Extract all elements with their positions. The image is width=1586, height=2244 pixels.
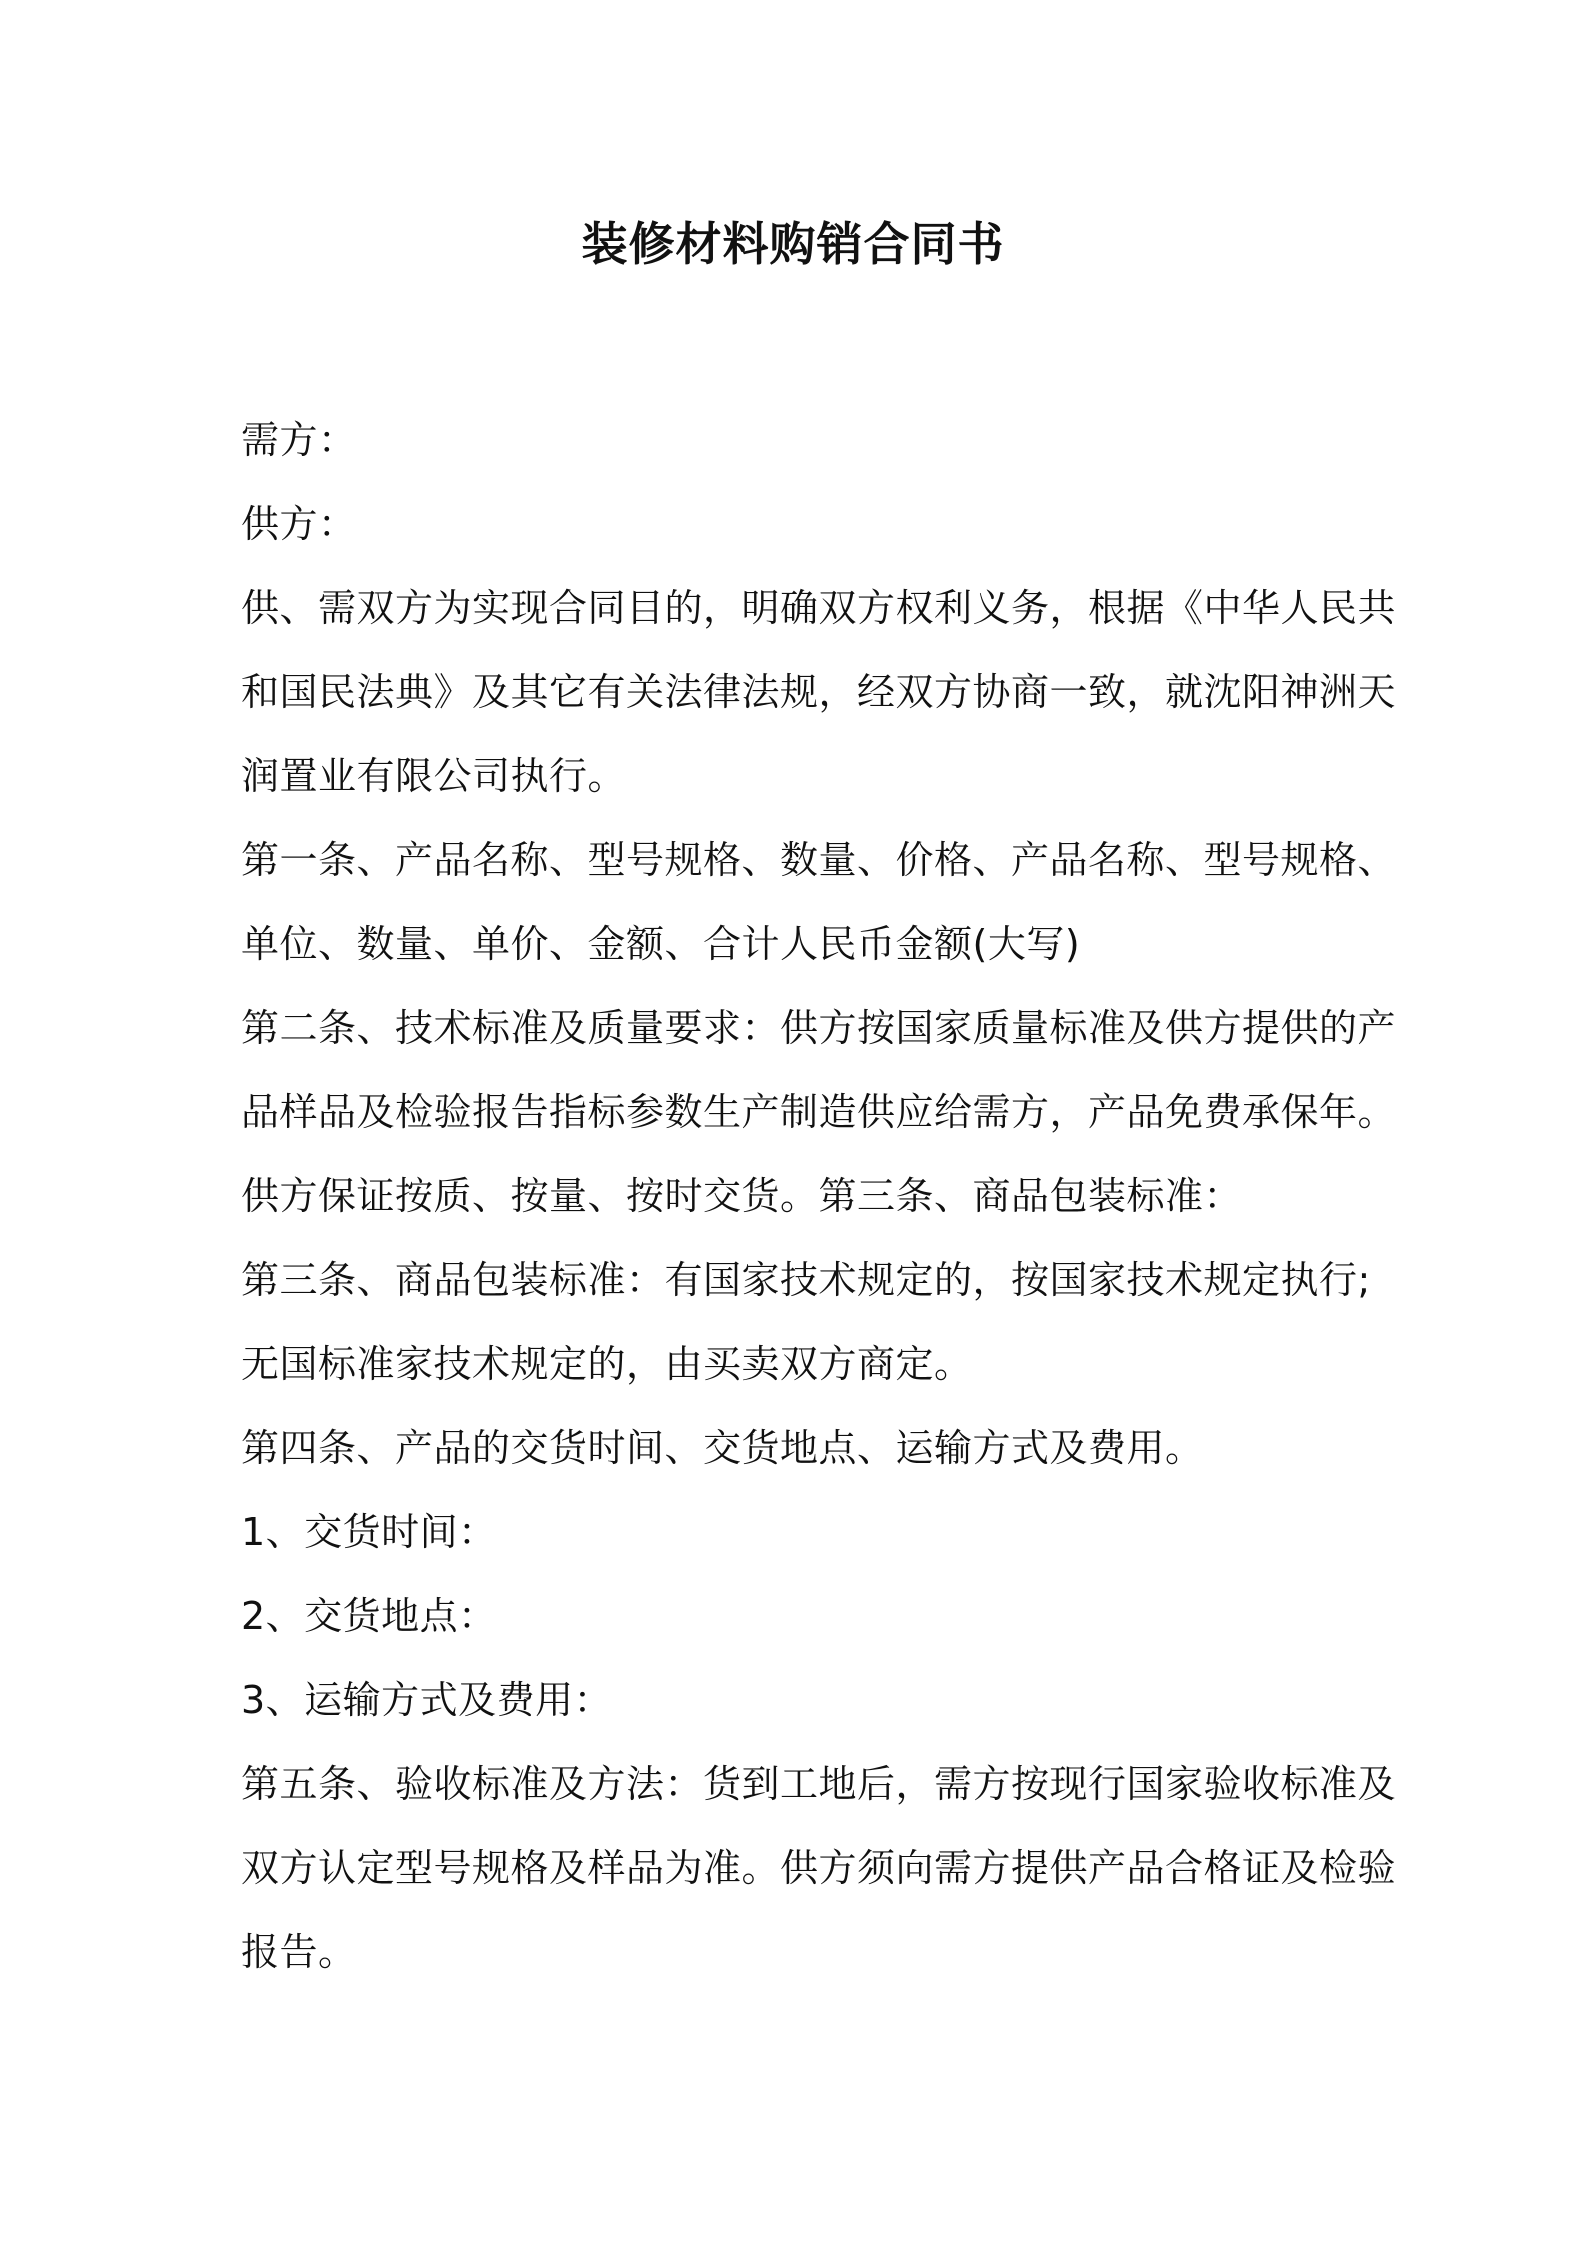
article-4-line: 第四条、产品的交货时间、交货地点、运输方式及费用。 <box>241 1426 1204 1470</box>
article-3-line: 无国标准家技术规定的，由买卖双方商定。 <box>241 1342 973 1386</box>
preamble-line: 润置业有限公司执行。 <box>241 754 627 798</box>
article-2-line: 供方保证按质、按量、按时交货。第三条、商品包装标准： <box>241 1174 1243 1218</box>
article-4-item-line: 3、运输方式及费用： <box>241 1678 613 1722</box>
article-5-line: 双方认定型号规格及样品为准。供方须向需方提供产品合格证及检验 <box>241 1846 1397 1890</box>
article-2-line: 品样品及检验报告指标参数生产制造供应给需方，产品免费承保年。 <box>241 1090 1397 1134</box>
party-supply-line: 供方： <box>241 502 357 546</box>
article-5-line: 报告。 <box>241 1930 357 1974</box>
preamble-line: 和国民法典》及其它有关法律法规，经双方协商一致，就沈阳神洲天 <box>241 670 1397 714</box>
article-5-line: 第五条、验收标准及方法：货到工地后，需方按现行国家验收标准及 <box>241 1762 1397 1806</box>
article-3-line: 第三条、商品包装标准：有国家技术规定的，按国家技术规定执行; <box>241 1258 1371 1302</box>
document-title: 装修材料购销合同书 <box>581 217 1005 271</box>
article-2-line: 第二条、技术标准及质量要求：供方按国家质量标准及供方提供的产 <box>241 1006 1397 1050</box>
article-1-line: 单位、数量、单价、金额、合计人民币金额(大写) <box>241 922 1081 966</box>
party-demand-line: 需方： <box>241 418 357 462</box>
article-1-line: 第一条、产品名称、型号规格、数量、价格、产品名称、型号规格、 <box>241 838 1397 882</box>
article-4-item-line: 2、交货地点： <box>241 1594 497 1638</box>
article-4-item-line: 1、交货时间： <box>241 1510 497 1554</box>
preamble-line: 供、需双方为实现合同目的，明确双方权利义务，根据《中华人民共 <box>241 586 1397 630</box>
document-body <box>241 398 1397 1994</box>
